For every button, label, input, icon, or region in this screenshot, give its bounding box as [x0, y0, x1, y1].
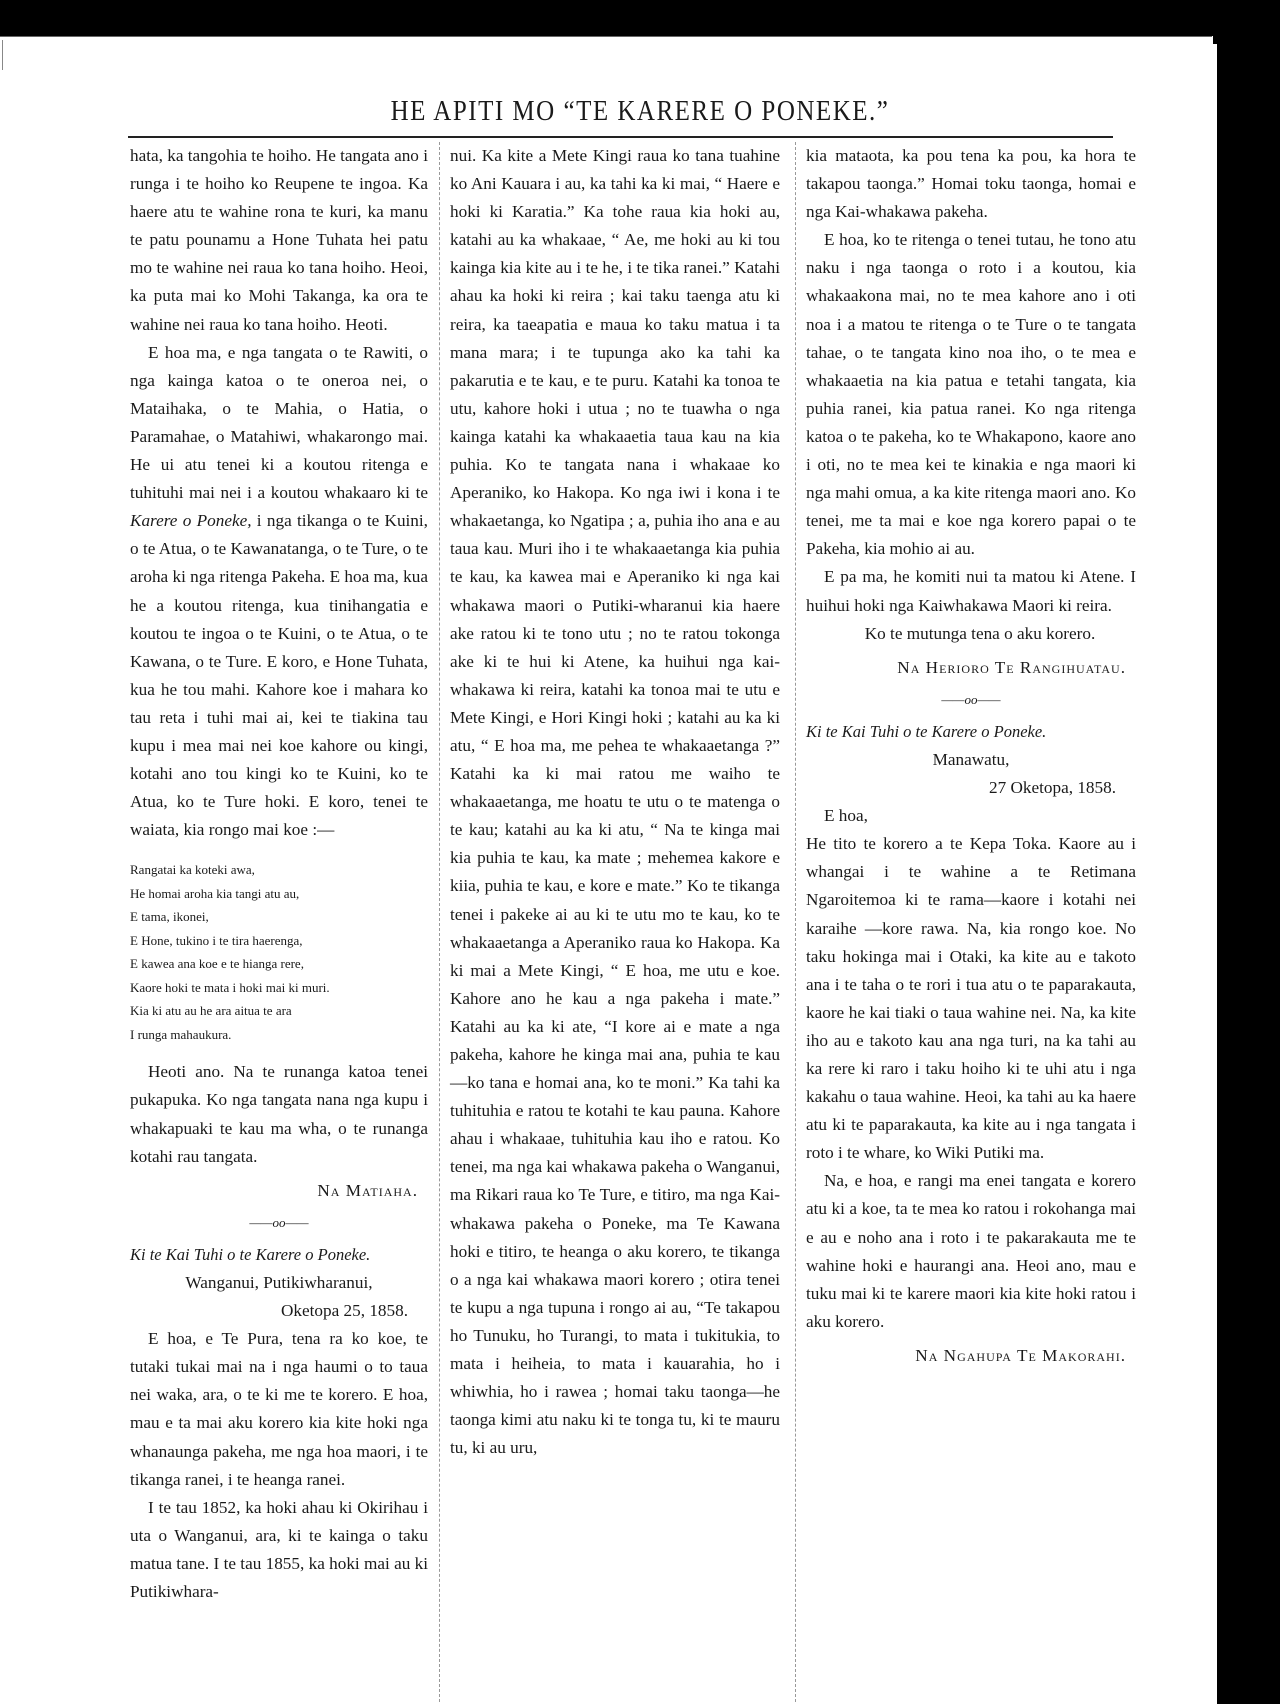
scan-right-border — [1213, 36, 1280, 1704]
poem-line: He homai aroha kia tangi atu au, — [130, 885, 300, 901]
column-2 — [450, 142, 780, 1462]
paragraph: E hoa, ko te ritenga o tenei tutau, he tono atu naku i nga taonga o roto i a koutou, kia whakaakona mai, no te mea kahore ano i oti noa i a matou te ritenga o te Ture o te tangata tahae, o te tangata kino noa iho, o te mea e whakaaetia na kia patua e tetahi tangata, kia puhia ranei, kia patua ranei. Ko nga ritenga katoa o te pakeha, ko te Whakapono, kaore ano i oti, no te mea kei te kinakia e nga maori ki nga mahi omua, a ka kite ritenga maori ano. Ko tenei, me ta mai e koe nga korero papai o te Pakeha, kia mohio ai au. — [806, 230, 1136, 559]
letter-address: Ki te Kai Tuhi o te Karere o Poneke. — [130, 1244, 371, 1264]
paragraph: Na, e hoa, e rangi ma enei tangata e korero atu ki a koe, ta te mea ko ratou i rokohanga mai e au e noho ana i roto i te pakarakauta me te wahine hoki e haurangi ana. Heoi ano, mau e tuku mai ki te karere maori kia kite hoki ratou i aku korero. — [806, 1171, 1136, 1331]
letter-date: 27 Oketopa, 1858. — [989, 778, 1116, 798]
column-divider — [439, 142, 440, 1702]
paragraph: He tito te korero a te Kepa Toka. Kaore au i whangai i te wahine a te Retimana Ngaroitemoa ki te rama—kaore i kotahi nei karaihe —kore rawa. Na, kia rongo koe. No taku hokinga mai i Otaki, ka kite au e takoto ana i te taha o te rori i tua atu o te paparakauta, kaore he kai tiaki o taua wahine nei. Na, ka kite iho au e takoto kau ana nga turi, na ka tahi au ka rere ki raro i taku hoiho ki te uhi atu i nga kakahu o taua wahine. Heoi, ka tahi au ka haere atu ki te paparakauta, ka kite au i nga tangata i roto i te whare, ko Wiki Putiki ma. — [806, 834, 1136, 1163]
paragraph: kia mataota, ka pou tena ka pou, ka hora te takapou taonga.” Homai toku taonga, homai e nga Kai-whakawa pakeha. — [806, 146, 1136, 222]
newspaper-title: Karere o Poneke, — [130, 511, 252, 531]
masthead-rule — [128, 136, 1113, 138]
signature: Na Matiaha. — [317, 1180, 418, 1200]
paragraph: Ko te mutunga tena o aku korero. — [864, 623, 1096, 643]
letter-place: Wanganui, Putikiwharanui, — [185, 1273, 373, 1292]
paragraph: Heoti ano. Na te runanga katoa tenei pukapuka. Ko nga tangata nana nga kupu i whakapuaki te kau ma wha, o te runanga kotahi rau tangata. — [130, 1062, 428, 1166]
poem-line: E kawea ana koe e te hianga rere, — [130, 956, 304, 972]
poem — [130, 858, 428, 1046]
scan-top-border — [0, 0, 1280, 36]
poem-line: E Hone, tukino i te tira haerenga, — [130, 932, 303, 948]
paragraph: hata, ka tangohia te hoiho. He tangata ano i runga i te hoiho ko Reupene te ingoa. Ka haere atu te wahine rona te kuri, ka manu te patu pounamu a Hone Tuhata hei patu mo te wahine nei raua ko tana hoiho. Heoi, ka puta mai ko Mohi Takanga, ka ora te wahine nei raua ko tana hoiho. Heoti. — [130, 146, 428, 334]
letter-place: Manawatu, — [932, 749, 1010, 769]
paragraph: E hoa ma, e nga tangata o te Rawiti, o nga kainga katoa o te oneroa nei, o Mataihaka, o te Mahia, o Hatia, o Paramahae, o Matahiwi, whakarongo mai. He ui atu tenei ki a koutou ritenga e tuhituhi mai nei i a koutou whakaaro ki te Karere o Poneke, i nga tikanga o te Kuini, o te Atua, o te Kawanatanga, o te Ture, o te aroha ki nga ritenga Pakeha. E hoa ma, kua he a koutou ritenga, kua tinihangatia e koutou te ingoa o te Kuini, o te Atua, o te Kawana, o te Ture. E koro, e Hone Tuhata, kua he tou mahi. Kahore koe i mahara ko tau reta i tuhi mai ai, kei te tiakina tau kupu i mea mai nei koe kahore ou kingi, kotahi ano tou kingi ko te Kuini, ko te Atua, ko te Ture hoki. E koro, tenei te waiata, kia rongo mai koe :— — [130, 342, 428, 840]
separator: ——oo—— — [941, 691, 1001, 707]
letter-address: Ki te Kai Tuhi o te Karere o Poneke. — [806, 721, 1047, 741]
separator: ——oo—— — [249, 1214, 309, 1230]
paragraph: nui. Ka kite a Mete Kingi raua ko tana tuahine ko Ani Kauara i au, ka tahi ka ki mai, “ Haere e hoki ki Karatia.” Ka tohe raua kia hoki au, katahi au ka whakaae, “ Ae, me hoki au ki tou kainga kia kite au i te he, i te tika ranei.” Katahi ahau ka hoki ki reira ; kai taku taenga atu ki reira, ka taeapatia e maua ko taku matua i ta mana mara; i te tupunga ako ka tahi ka pakarutia e te kau, e te puru. Katahi ka tonoa te utu, kahore hoki i utua ; no te tuawha o nga kainga katahi ka whakaaetia taua kau na kia puhia. Ko te tangata nana i whakaae ko Aperaniko, ko Hakopa. Ko nga iwi i kona i te whakaetanga, ko Ngatipa ; a, puhia iho ana e au taua kau. Muri iho i te whakaaetanga kia puhia te kau, ka kawea mai e Aperaniko ki nga kai whakawa maori o Putiki-wharanui kia haere ake ratou ki te tono utu ; no te ratou tokonga ake ki te hui ki Atene, ka huihui nga kai-whakawa ki reira, katahi ka tonoa mai te utu e Mete Kingi, e Hori Kingi hoki ; katahi au ka ki atu, “ E hoa ma, me pehea te whakaaetanga ?” Katahi ka ki mai ratou me waiho te whakaaetanga, me hoatu te utu o te matenga o te kau; katahi au ka ki atu, “ Na te kinga mai kia puhia te kau, ka mate ; mehemea kakore e kiia, puhia te kau, e kore e mate.” Ko te tikanga tenei i pakeke ai au ki te utu mo te kau, ko te whakaaetanga a Aperaniko raua ko Hakopa. Ka ki mai a Mete Kingi, “ E hoa, me utu e koe. Kahore ano he kau a nga pakeha i mate.” Katahi au ka ki ate, “I kore ai e mate a nga pakeha, kahore he kinga mai ana, puhia te kau—ko tana e homai ana, ko te moni.” Ka tahi ka tuhituhia e ratou te kotahi te kau pauna. Kahore ahau i whakaae, tuhituhia kau iho e ratou. Ko tenei, ma nga kai whakawa pakeha o Wanganui, ma Rikari raua ko Te Ture, e titiro, ma nga Kai-whakawa pakeha o Poneke, ma Te Kawana hoki e titiro, te heanga o aku korero, te tikanga o a nga kai whakawa maori korero ; otira tenei te kupu a nga tupuna i rongo ai au, “Te takapou ho Tunuku, ho Turangi, to mata i tukitukia, to mata i heiheia, to mata i kauarahia, ho i whiwhia, ho i rawea ; homai taku taonga—he taonga kimi atu naku ki te tonga tu, ki te mauru tu, ki au uru, — [450, 146, 780, 1458]
letter-date: Oketopa 25, 1858. — [281, 1301, 408, 1321]
salutation: E hoa, — [824, 806, 868, 826]
signature: Na Ngahupa Te Makorahi. — [915, 1345, 1126, 1365]
poem-line: E tama, ikonei, — [130, 909, 209, 925]
poem-line: Rangatai ka koteki awa, — [130, 862, 255, 878]
signature: Na Herioro Te Rangihuatau. — [897, 657, 1126, 677]
page-left-edge — [2, 40, 3, 70]
column-1 — [130, 142, 428, 1606]
paragraph: E pa ma, he komiti nui ta matou ki Atene. I huihui hoki nga Kaiwhakawa Maori ki reira. — [806, 567, 1136, 615]
column-3 — [806, 142, 1136, 1370]
poem-line: I runga mahaukura. — [130, 1026, 232, 1042]
poem-line: Kia ki atu au he ara aitua te ara — [130, 1003, 292, 1019]
paragraph: I te tau 1852, ka hoki ahau ki Okirihau i uta o Wanganui, ara, ki te kainga o taku matua tane. I te tau 1855, ka hoki mai au ki Putikiwhara- — [130, 1497, 428, 1602]
column-divider — [795, 142, 796, 1702]
page-masthead: HE APITI MO “TE KARERE O PONEKE.” — [390, 95, 890, 127]
page-top-edge — [0, 36, 1212, 42]
paragraph: E hoa, e Te Pura, tena ra ko koe, te tutaki tukai mai na i nga haumi o to taua nei waka, ara, o te ki me te korero. E hoa, mau e ta mai aku korero kia kite hoki nga whanaunga pakeha, me nga hoa maori, i te tikanga ranei, i te heanga ranei. — [130, 1329, 428, 1489]
poem-line: Kaore hoki te mata i hoki mai ki muri. — [130, 979, 330, 995]
